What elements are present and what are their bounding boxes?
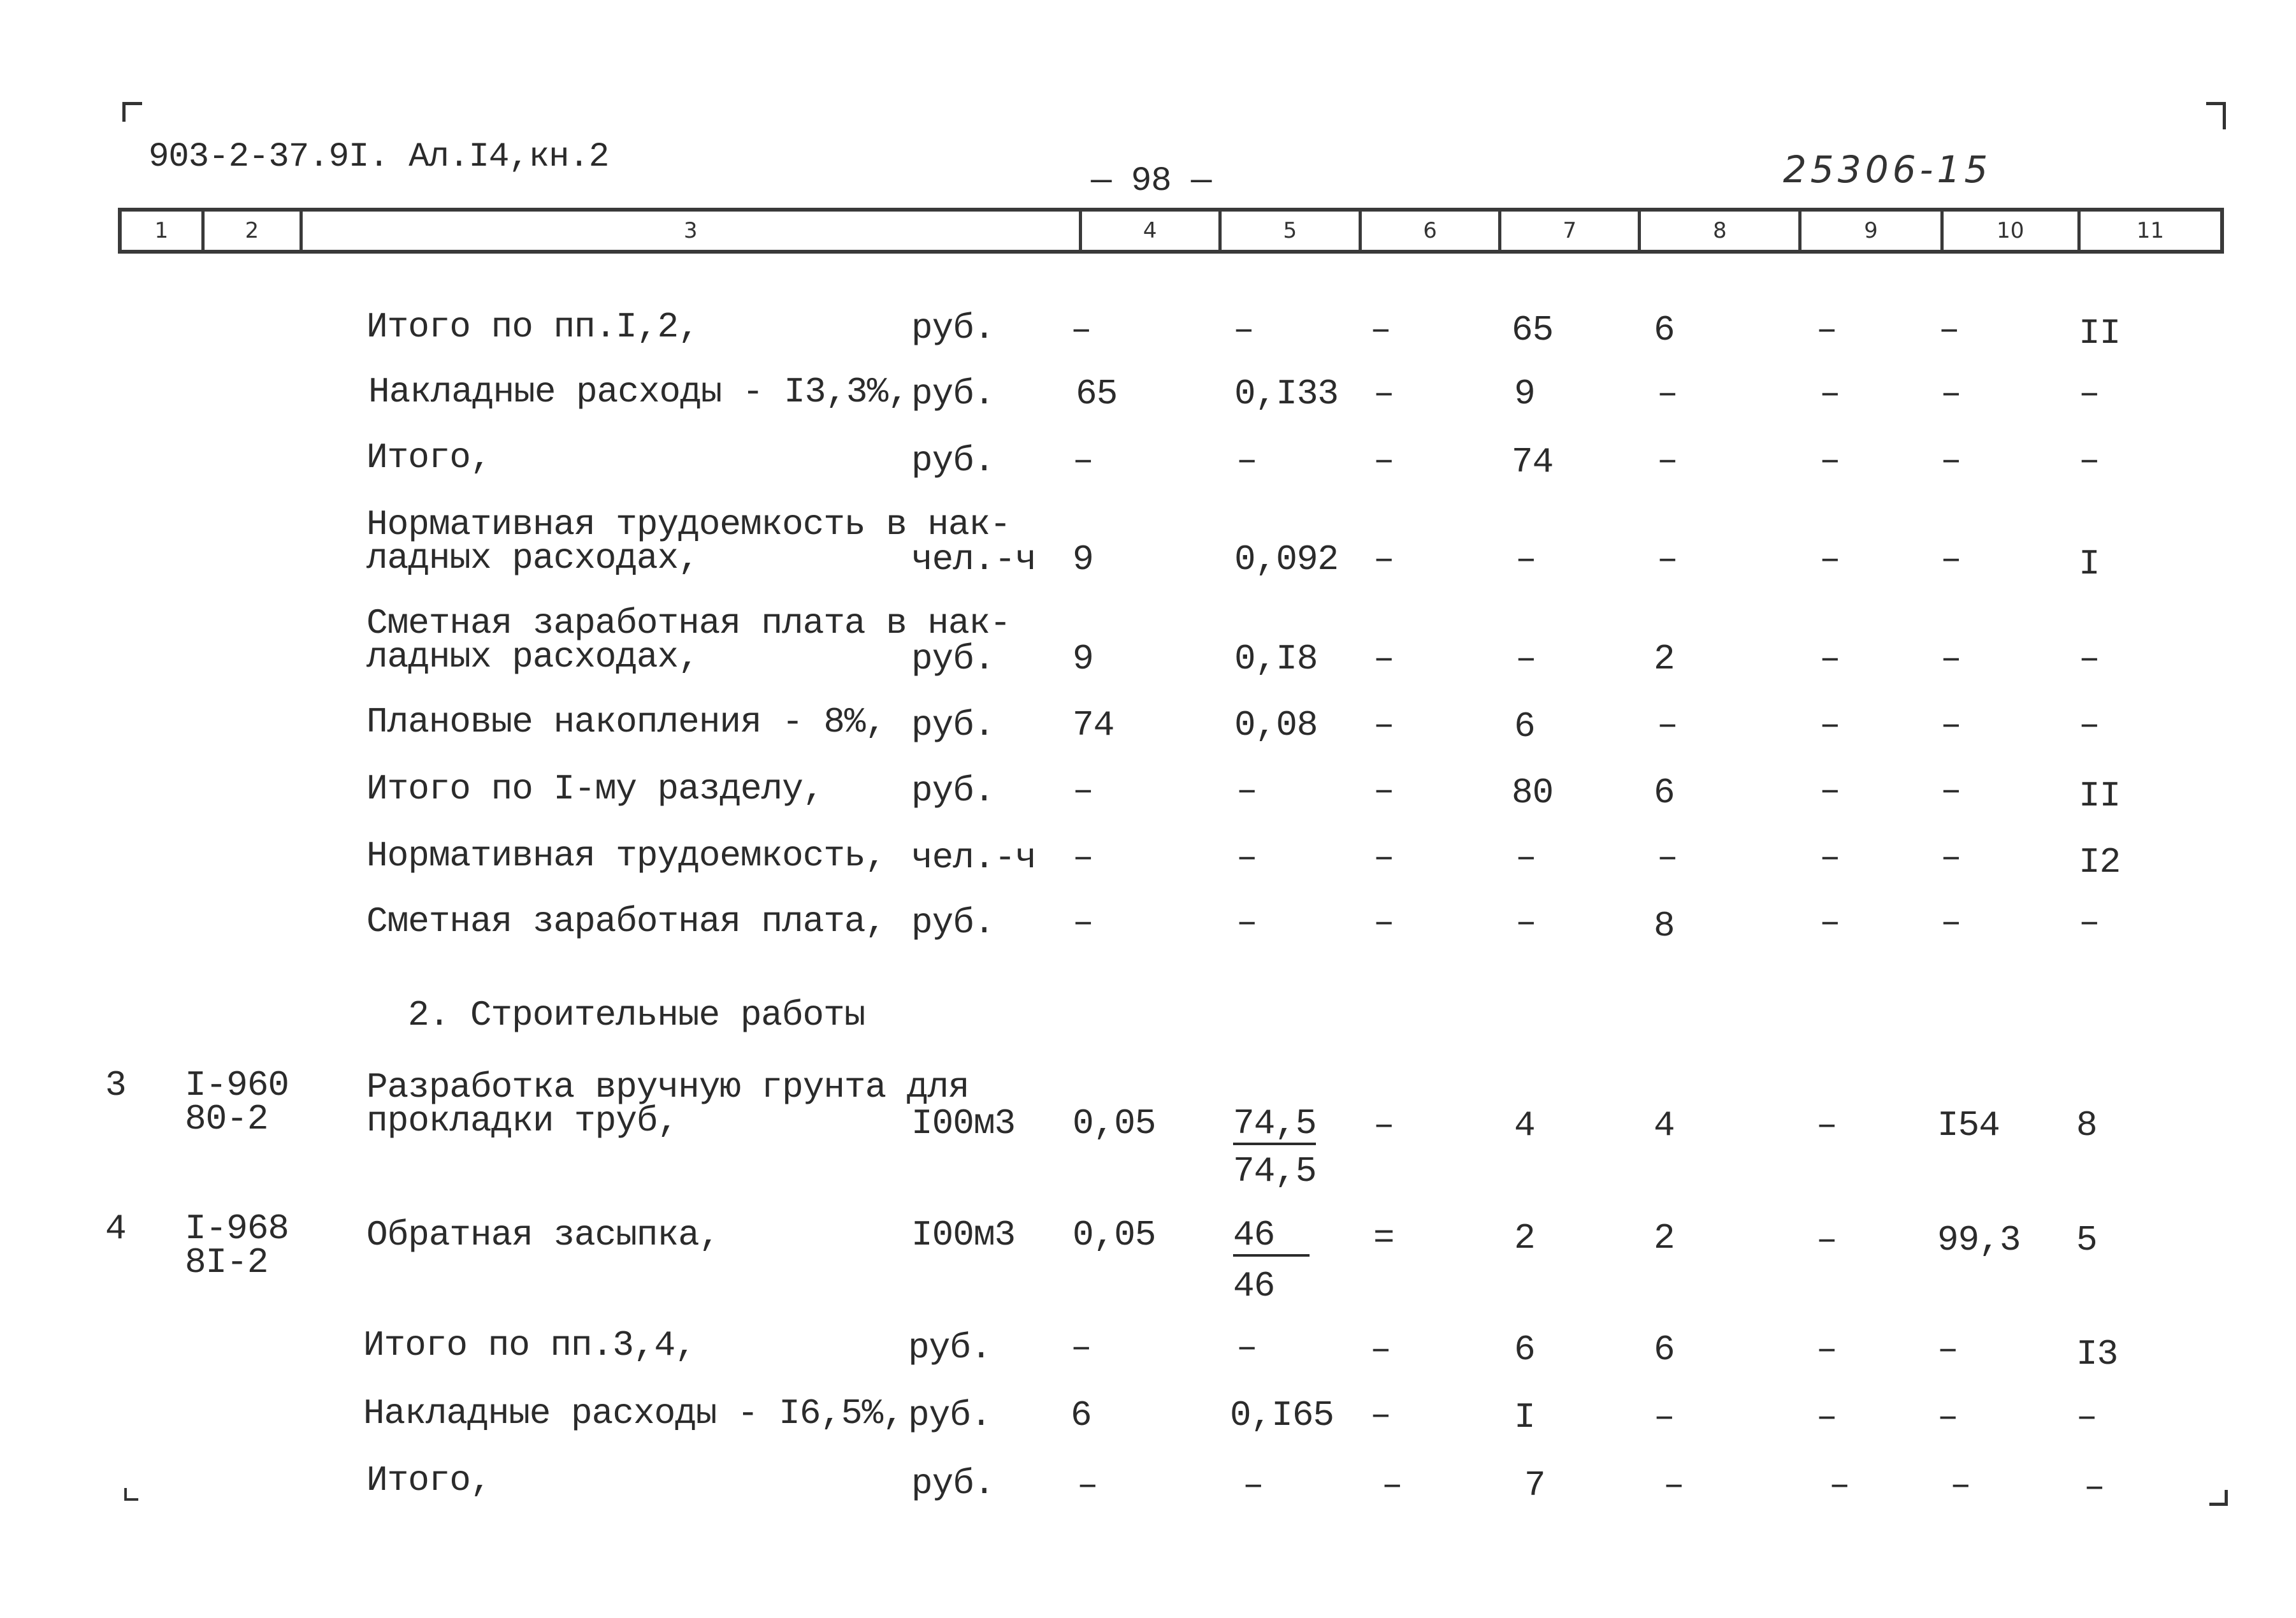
cell-col5-denominator: 46 [1233,1266,1275,1306]
column-header: 5 [1222,212,1362,250]
cell-col5: – [1236,902,1257,943]
column-header: 6 [1362,212,1501,250]
cell-col4: – [1072,770,1094,811]
column-header: 4 [1082,212,1222,250]
cell-col4: 9 [1072,639,1094,679]
column-header: 1 [122,212,205,250]
cell-col6: – [1373,770,1394,811]
cell-col8: – [1657,837,1678,878]
cell-col7: 4 [1514,1105,1535,1146]
cell-col4: – [1072,837,1094,878]
column-header: 2 [205,212,303,250]
cell-col9: – [1819,639,1840,679]
cell-col8: – [1654,1397,1675,1438]
cell-col8: – [1657,705,1678,746]
cell-col8: – [1657,373,1678,414]
cell-col8: – [1657,440,1678,481]
cell-col9: – [1819,770,1840,811]
corner-mark-bottom-left [124,1488,138,1501]
row-name: Итого, [366,1460,491,1501]
row-unit: руб. [911,1463,995,1504]
cell-col4: 74 [1072,705,1115,746]
cell-col8: 2 [1654,639,1675,679]
row-name: Накладные расходы - I3,3%, [368,372,909,412]
row-unit: чел.-ч [911,837,1036,878]
cell-col11: I [2079,544,2100,584]
cell-col6: – [1373,639,1394,679]
cell-col4: – [1072,902,1094,943]
cell-col11: – [2079,639,2100,679]
cell-col5-numerator: 46 [1233,1217,1310,1257]
cell-col8: 2 [1654,1218,1675,1259]
cell-col11: I3 [2076,1334,2118,1375]
row-name-line2: ладных расходах, [366,538,699,579]
cell-col5: 0,08 [1234,705,1318,746]
column-header: 11 [2136,218,2165,243]
cell-col6: – [1373,1105,1394,1146]
row-unit: руб. [911,308,995,349]
cell-col6: – [1373,705,1394,746]
cell-col10: I54 [1937,1105,2000,1146]
corner-mark-bottom-right [2209,1490,2228,1506]
cell-col10: – [1940,440,1961,481]
cell-col6: – [1373,373,1394,414]
row-name: Итого по пп.3,4, [363,1325,696,1366]
cell-col6: – [1373,837,1394,878]
item-number: 4 [105,1208,126,1249]
cell-col9: – [1816,1329,1837,1370]
cell-col6: – [1373,902,1394,943]
item-code-line1: I-968 [185,1208,289,1249]
document-code: 903-2-37.9I. Ал.I4,кн.2 [148,138,609,177]
cell-col10: – [1937,1329,1958,1370]
page-number: — 98 — [1091,162,1211,201]
cell-col5: 0,I65 [1230,1395,1334,1436]
cell-col7: 6 [1514,1329,1535,1370]
handwritten-registration-number: 25306-15 [1783,148,1992,191]
column-header: 7 [1501,212,1641,250]
cell-col4: 0,05 [1072,1103,1156,1144]
cell-col9: – [1819,705,1840,746]
cell-col4: – [1077,1465,1098,1506]
row-name-line1: Разработка вручную грунта для [366,1067,969,1108]
row-unit: чел.-ч [911,539,1036,580]
cell-col7: 80 [1512,772,1554,813]
item-code-line2: 8I-2 [185,1242,268,1283]
cell-col4: 9 [1072,539,1094,580]
row-name: Нормативная трудоемкость, [366,835,886,876]
row-unit: руб. [908,1327,992,1368]
cell-col9: – [1829,1465,1850,1506]
cell-col8: 4 [1654,1105,1675,1146]
cell-col5: – [1236,1327,1257,1368]
row-name-line2: ладных расходах, [366,637,699,677]
cell-col10: – [1940,770,1961,811]
cell-col11: 8 [2076,1105,2097,1146]
cell-col7: – [1515,902,1536,943]
cell-col8: – [1657,539,1678,580]
cell-col10: – [1940,373,1961,414]
cell-col11: – [2076,1397,2097,1438]
cell-col5: – [1236,440,1257,481]
row-name-line1: Сметная заработная плата в нак- [366,603,1011,644]
cell-col9: – [1819,440,1840,481]
cell-col5-denominator: 74,5 [1233,1151,1317,1192]
column-header: 10 [1944,212,2081,250]
item-code-line1: I-960 [185,1065,289,1106]
row-name: Плановые накопления - 8%, [366,702,886,742]
cell-col4: – [1071,1327,1092,1368]
cell-col10: – [1939,310,1960,350]
cell-col6: – [1373,440,1394,481]
cell-col5: 0,092 [1234,539,1339,580]
cell-col7: – [1515,837,1536,878]
row-name-line2: прокладки труб, [366,1101,679,1141]
row-unit: руб. [908,1395,992,1436]
cell-col7: 6 [1514,706,1535,747]
cell-col11: 5 [2076,1220,2097,1260]
row-unit: I00м3 [911,1215,1016,1255]
cell-col10: – [1940,539,1961,580]
cell-col9: – [1816,1105,1837,1146]
cell-col10: – [1950,1465,1971,1506]
row-unit: руб. [911,705,995,746]
cell-col8: 6 [1654,772,1675,813]
cell-col7: 2 [1514,1218,1535,1259]
row-name: Итого, [366,437,491,478]
cell-col6: = [1373,1218,1394,1259]
column-header: 3 [303,212,1082,250]
cell-col9: – [1819,539,1840,580]
row-name: Итого по пп.I,2, [366,307,699,347]
cell-col5: – [1233,310,1254,350]
cell-col9: – [1819,837,1840,878]
cell-col5: 0,I33 [1234,373,1339,414]
cell-col10: – [1937,1397,1958,1438]
cell-col8: 6 [1654,1329,1675,1370]
item-number: 3 [105,1065,126,1106]
cell-col4: 0,05 [1072,1215,1156,1255]
corner-mark-top-left [122,102,142,122]
row-name: Накладные расходы - I6,5%, [363,1393,904,1434]
cell-col7: 9 [1514,373,1535,414]
section-title: 2. Строительные работы [408,995,865,1036]
cell-col11: I2 [2079,842,2121,883]
cell-col11: – [2079,373,2100,414]
corner-mark-top-right [2206,102,2226,129]
row-name: Обратная засыпка, [366,1215,720,1255]
cell-col11: – [2084,1467,2105,1508]
cell-col6: – [1373,539,1394,580]
column-header: 9 [1801,212,1943,250]
cell-col4: – [1072,440,1094,481]
cell-col5-numerator: 74,5 [1233,1103,1317,1144]
row-unit: руб. [911,770,995,811]
row-unit: руб. [911,440,995,481]
cell-col11: II [2079,776,2121,816]
cell-col11: II [2079,313,2121,354]
cell-col8: 8 [1654,906,1675,946]
cell-col7: 74 [1512,442,1554,482]
cell-col4: 65 [1076,373,1118,414]
cell-col7: I [1514,1397,1535,1438]
cell-col10: – [1940,837,1961,878]
cell-col6: – [1382,1465,1403,1506]
cell-col6: – [1370,310,1391,350]
row-name: Итого по I-му разделу, [366,769,824,809]
cell-col7: 7 [1524,1465,1545,1506]
cell-col9: – [1819,373,1840,414]
row-unit: руб. [911,373,995,414]
cell-col6: – [1370,1329,1391,1370]
cell-col8: – [1663,1465,1684,1506]
column-number-bar [118,208,2224,254]
cell-col10: 99,3 [1937,1220,2021,1260]
column-header: 8 [1641,212,1801,250]
cell-col5: 0,I8 [1234,639,1318,679]
cell-col6: – [1370,1395,1391,1436]
cell-col11: – [2079,440,2100,481]
cell-col7: – [1515,639,1536,679]
cell-col10: – [1940,705,1961,746]
cell-col5: – [1243,1465,1264,1506]
row-unit: I00м3 [911,1103,1016,1144]
cell-col9: – [1816,310,1837,350]
cell-col5: – [1236,837,1257,878]
row-name: Сметная заработная плата, [366,901,886,942]
item-code-line2: 80-2 [185,1099,268,1139]
cell-col9: – [1819,902,1840,943]
cell-col10: – [1940,639,1961,679]
cell-col10: – [1940,902,1961,943]
row-name-line1: Нормативная трудоемкость в нак- [366,504,1011,545]
row-unit: руб. [911,639,995,679]
cell-col8: 6 [1654,310,1675,350]
cell-col7: – [1515,539,1536,580]
cell-col9: – [1816,1220,1837,1260]
cell-col11: – [2079,902,2100,943]
row-unit: руб. [911,902,995,943]
cell-col9: – [1816,1397,1837,1438]
cell-col7: 65 [1512,310,1554,350]
cell-col11: – [2079,705,2100,746]
cell-col4: – [1071,310,1092,350]
cell-col5: – [1236,770,1257,811]
cell-col4: 6 [1071,1395,1092,1436]
